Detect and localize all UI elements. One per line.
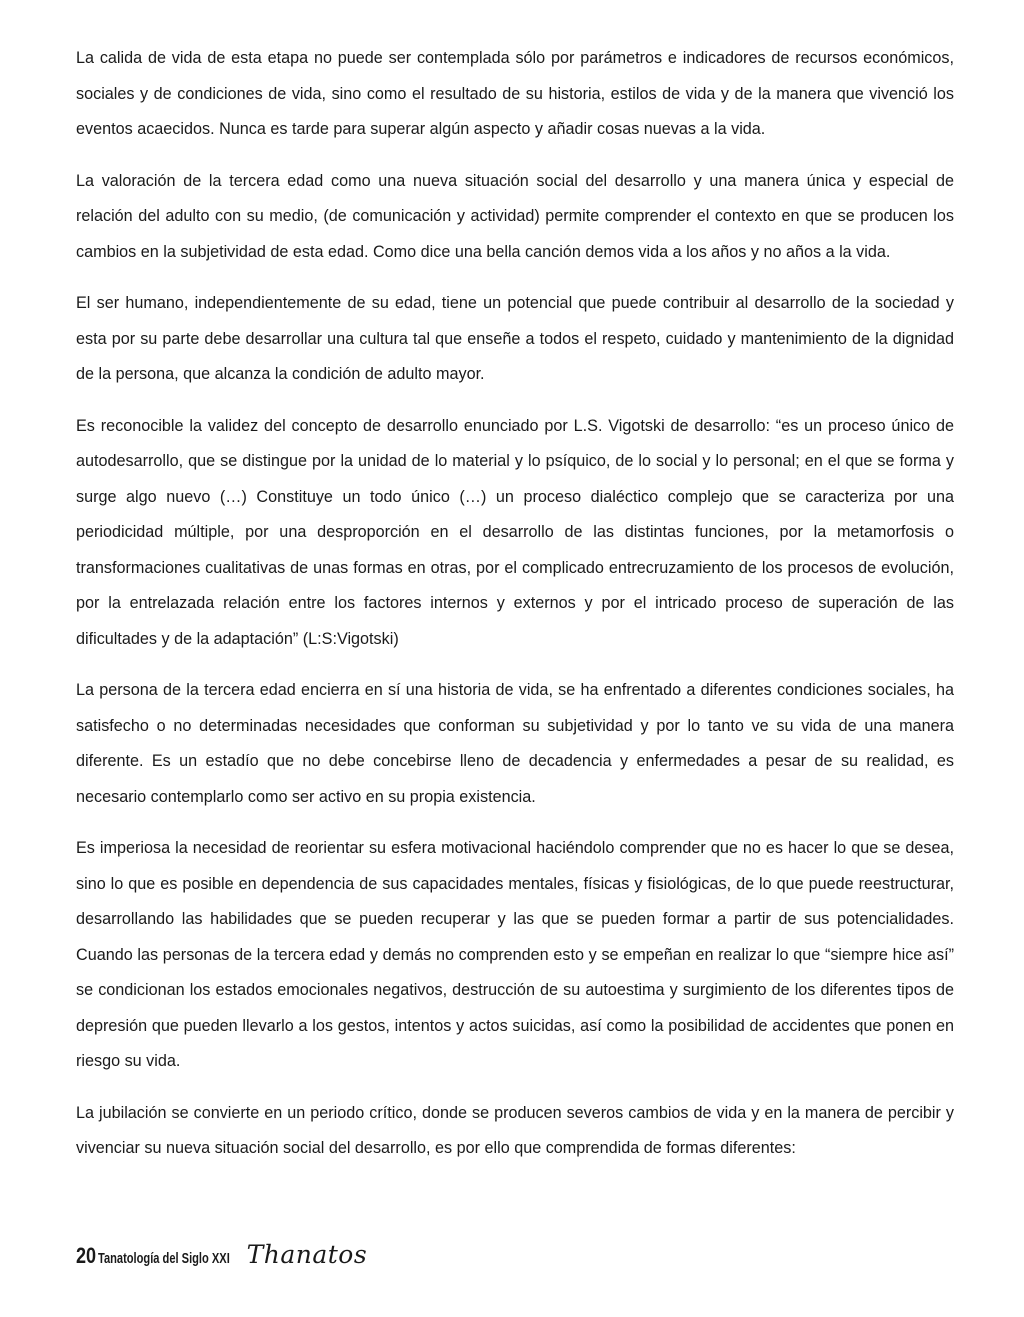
page-footer — [76, 1240, 367, 1280]
paragraph: La jubilación se convierte en un periodo crítico, donde se producen severos cambios de vida y en la manera de percibir y vivenciar su nueva situación social del desarrollo, es por ello que comprendida de formas diferentes: — [76, 1103, 954, 1157]
paragraph: La persona de la tercera edad encierra en sí una historia de vida, se ha enfrentado a diferentes condiciones sociales, ha satisfecho o no determinadas necesidades que conforman su subjetividad y por lo tanto ve su vida de una manera diferente. Es un estadío que no debe concebirse lleno de decadencia y enfermedades a pesar de su realidad, es necesario contemplarlo como ser activo en su propia existencia. — [76, 681, 954, 806]
paragraph: La valoración de la tercera edad como una nueva situación social del desarrollo y una manera única y especial de relación del adulto con su medio, (de comunicación y actividad) permite comprender el contexto en que se producen los cambios en la subjetividad de esta edad. Como dice una bella canción demos vida a los años y no años a la vida. — [76, 171, 954, 261]
journal-title: Tanatología del Siglo XXI — [98, 1250, 231, 1267]
paragraph: Es reconocible la validez del concepto de desarrollo enunciado por L.S. Vigotski de desarrollo: “es un proceso único de autodesarrollo, que se distingue por la unidad de lo material y lo psíquico, de lo social y lo personal; en el que se forma y surge algo nuevo (…) Constituye un todo único (…) un proceso dialéctico complejo que se caracteriza por una periodicidad múltiple, por una desproporción en el desarrollo de las distintas funciones, por la metamorfosis o transformaciones cualitativas de unas formas en otras, por el complicado entrecruzamiento de los procesos de evolución, por la entrelazada relación entre los factores internos y externos y por el intricado proceso de superación de las dificultades y de la adaptación” (L:S:Vigotski) — [76, 416, 954, 648]
paragraph: El ser humano, independientemente de su edad, tiene un potencial que puede contribuir al desarrollo de la sociedad y esta por su parte debe desarrollar una cultura tal que enseñe a todos el respeto, cuidado y mantenimiento de la dignidad de la persona, que alcanza la condición de adulto mayor. — [76, 294, 954, 383]
paragraph: Es imperiosa la necesidad de reorientar su esfera motivacional haciéndolo comprender que no es hacer lo que se desea, sino lo que es posible en dependencia de sus capacidades mentales, físicas y fisiológicas, de lo que puede reestructurar, desarrollando las habilidades que se pueden recuperar y las que se pueden formar a partir de sus potencialidades. Cuando las personas de la tercera edad y demás no comprenden esto y se empeñan en realizar lo que “siempre hice así” se condicionan los estados emocionales negativos, destrucción de su autoestima y surgimiento de los diferentes tipos de depresión que pueden llevarlo a los gestos, intentos y actos suicidas, así como la posibilidad de accidentes que ponen en riesgo su vida. — [76, 839, 954, 1070]
page-number: 20 — [76, 1243, 97, 1268]
journal-logo: Thanatos — [246, 1240, 368, 1269]
paragraph: La calida de vida de esta etapa no puede ser contemplada sólo por parámetros e indicadores de recursos económicos, sociales y de condiciones de vida, sino como el resultado de su historia, estilos de vida y de la manera que vivenció los eventos acaecidos. Nunca es tarde para superar algún aspecto y añadir cosas nuevas a la vida. — [76, 49, 954, 138]
page-body — [76, 41, 954, 1183]
